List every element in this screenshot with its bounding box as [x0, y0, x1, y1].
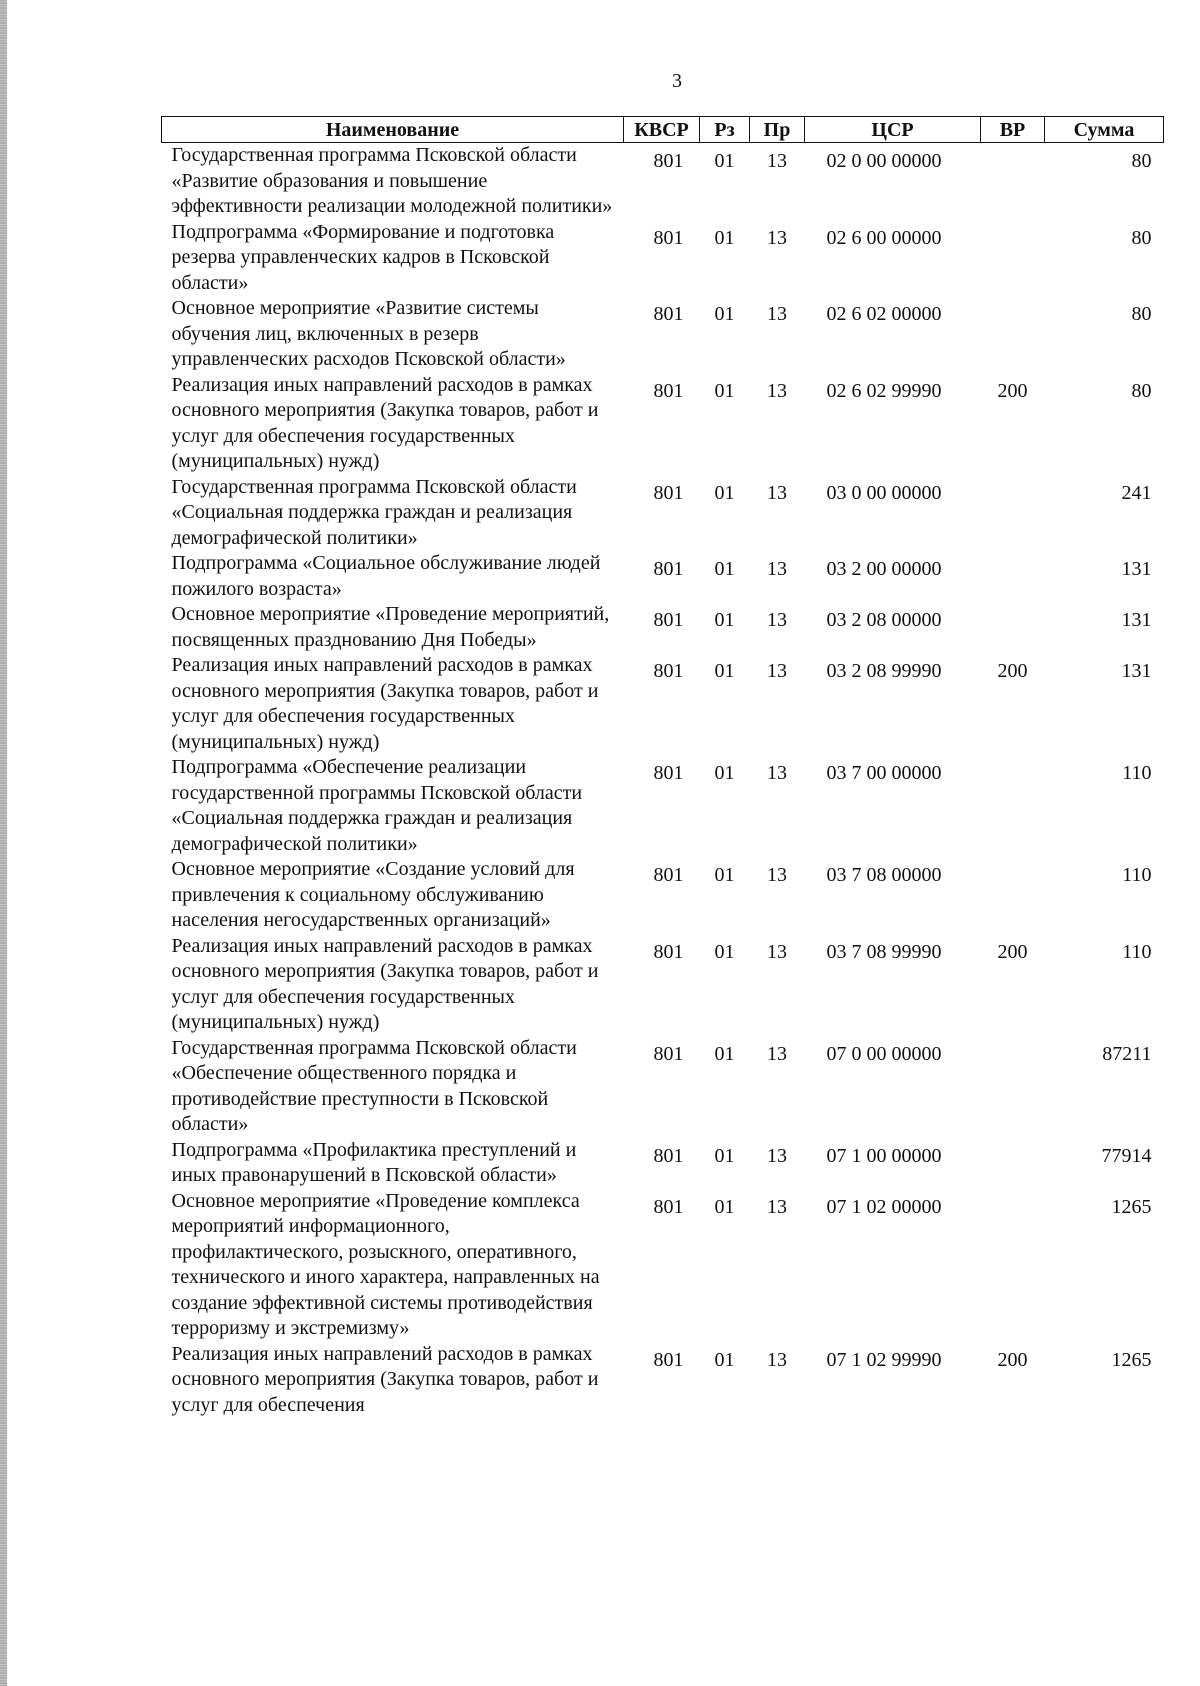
- cell-csr: 07 1 02 99990: [826, 1348, 942, 1371]
- cell-vr: [981, 857, 1045, 934]
- cell-kvsr: 801: [653, 379, 684, 402]
- cell-vr: [981, 1036, 1045, 1138]
- cell-rz: 01: [714, 1195, 735, 1218]
- cell-pr: 13: [767, 150, 787, 172]
- header-csr: ЦСР: [805, 117, 981, 143]
- cell-rz: 01: [714, 558, 735, 580]
- cell-rz: 01: [714, 150, 735, 172]
- cell-csr: 03 2 08 99990: [826, 660, 942, 682]
- cell-vr: [981, 1189, 1045, 1342]
- cell-sum: 131: [1121, 609, 1152, 631]
- cell-sum: 80: [1131, 303, 1152, 325]
- cell-kvsr: 801: [653, 1042, 684, 1065]
- cell-kvsr: 801: [653, 864, 684, 886]
- cell-name: Подпрограмма «Профилактика преступлений и иных правонарушений в Псковской области»: [171, 1138, 577, 1186]
- cell-rz: 01: [714, 609, 735, 631]
- table-row: [162, 602, 1164, 653]
- page-number: 3: [672, 70, 682, 92]
- cell-kvsr: 801: [653, 226, 684, 249]
- cell-name: Реализация иных направлений расходов в рамках основного мероприятия (Закупка товаров, работ и услуг для обеспечения государственных (муниципальных) нужд): [171, 654, 599, 753]
- cell-sum: 110: [1122, 762, 1152, 784]
- cell-kvsr: 801: [653, 660, 684, 682]
- cell-vr: 200: [997, 1348, 1028, 1371]
- cell-sum: 110: [1122, 940, 1152, 963]
- cell-pr: 13: [767, 940, 787, 963]
- cell-rz: 01: [714, 481, 735, 504]
- cell-kvsr: 801: [653, 1348, 684, 1371]
- cell-vr: 200: [997, 379, 1028, 402]
- cell-pr: 13: [767, 379, 787, 402]
- cell-vr: [981, 755, 1045, 857]
- cell-csr: 03 2 00 00000: [826, 558, 942, 580]
- cell-pr: 13: [767, 1144, 787, 1167]
- scan-edge: [0, 0, 7, 1686]
- table-row: [162, 220, 1164, 297]
- cell-rz: 01: [714, 303, 735, 325]
- cell-kvsr: 801: [653, 609, 684, 631]
- cell-csr: 03 7 08 00000: [826, 864, 942, 886]
- table-row: [162, 755, 1164, 857]
- cell-vr: [981, 1138, 1045, 1189]
- cell-kvsr: 801: [653, 762, 684, 784]
- cell-kvsr: 801: [653, 1195, 684, 1218]
- cell-sum: 77914: [1101, 1144, 1152, 1167]
- cell-vr: [981, 296, 1045, 373]
- cell-kvsr: 801: [653, 1144, 684, 1167]
- cell-csr: 07 1 02 00000: [826, 1195, 942, 1218]
- cell-kvsr: 801: [653, 558, 684, 580]
- cell-csr: 07 0 00 00000: [826, 1042, 942, 1065]
- table-row: [162, 857, 1164, 934]
- cell-vr: 200: [997, 940, 1028, 963]
- cell-vr: [981, 143, 1045, 220]
- cell-name: Реализация иных направлений расходов в рамках основного мероприятия (Закупка товаров, работ и услуг для обеспечения государственных (муниципальных) нужд): [171, 373, 599, 472]
- cell-sum: 80: [1131, 379, 1152, 402]
- cell-name: Основное мероприятие «Развитие системы обучения лиц, включенных в резерв управленческих расходов Псковской области»: [171, 297, 566, 370]
- cell-name: Государственная программа Псковской области «Социальная поддержка граждан и реализация демографической политики»: [171, 475, 577, 549]
- cell-csr: 02 6 00 00000: [826, 226, 942, 249]
- cell-csr: 03 2 08 00000: [826, 609, 942, 631]
- cell-name: Основное мероприятие «Проведение комплекса мероприятий информационного, профилактического, розыскного, оперативного, технического и иного характера, направленных на создание эффективной системы противодействия терроризму и экстремизму»: [171, 1189, 600, 1339]
- cell-rz: 01: [714, 1144, 735, 1167]
- cell-vr: [981, 602, 1045, 653]
- cell-kvsr: 801: [653, 150, 684, 172]
- cell-rz: 01: [714, 660, 735, 682]
- cell-pr: 13: [767, 1348, 787, 1371]
- cell-rz: 01: [714, 1042, 735, 1065]
- cell-csr: 03 0 00 00000: [826, 481, 942, 504]
- cell-csr: 07 1 00 00000: [826, 1144, 942, 1167]
- cell-rz: 01: [714, 940, 735, 963]
- cell-vr: [981, 475, 1045, 552]
- cell-kvsr: 801: [653, 481, 684, 504]
- cell-sum: 241: [1121, 481, 1152, 504]
- header-pr: Пр: [750, 117, 805, 143]
- cell-sum: 1265: [1111, 1348, 1152, 1371]
- cell-name: Подпрограмма «Формирование и подготовка резерва управленческих кадров в Псковской области»: [171, 220, 555, 294]
- table-row: [162, 296, 1164, 373]
- cell-name: Реализация иных направлений расходов в рамках основного мероприятия (Закупка товаров, работ и услуг для обеспечения: [171, 1342, 599, 1416]
- cell-pr: 13: [767, 303, 787, 325]
- cell-sum: 1265: [1111, 1195, 1152, 1218]
- header-rz: Рз: [700, 117, 750, 143]
- cell-csr: 02 6 02 99990: [826, 379, 942, 402]
- table-header-row: [162, 117, 1164, 143]
- cell-vr: [981, 551, 1045, 602]
- cell-vr: 200: [997, 660, 1028, 682]
- budget-table: [161, 116, 1164, 1418]
- cell-pr: 13: [767, 481, 787, 504]
- cell-pr: 13: [767, 660, 787, 682]
- cell-csr: 02 0 00 00000: [826, 150, 942, 172]
- table-row: [162, 475, 1164, 552]
- cell-kvsr: 801: [653, 303, 684, 325]
- cell-csr: 03 7 08 99990: [826, 940, 942, 963]
- cell-rz: 01: [714, 1348, 735, 1371]
- cell-kvsr: 801: [653, 940, 684, 963]
- cell-pr: 13: [767, 558, 787, 580]
- cell-pr: 13: [767, 1195, 787, 1218]
- header-name: Наименование: [162, 117, 624, 143]
- cell-pr: 13: [767, 864, 787, 886]
- cell-vr: [981, 220, 1045, 297]
- table-row: [162, 653, 1164, 755]
- cell-sum: 110: [1122, 864, 1152, 886]
- table-row: [162, 143, 1164, 220]
- cell-sum: 87211: [1102, 1042, 1152, 1065]
- cell-sum: 131: [1121, 558, 1152, 580]
- cell-name: Государственная программа Псковской области «Развитие образования и повышение эффективности реализации молодежной политики»: [171, 144, 613, 217]
- cell-pr: 13: [767, 609, 787, 631]
- cell-name: Основное мероприятие «Проведение мероприятий, посвященных празднованию Дня Победы»: [171, 603, 610, 651]
- cell-rz: 01: [714, 864, 735, 886]
- header-vr: ВР: [981, 117, 1045, 143]
- table-row: [162, 1138, 1164, 1189]
- cell-pr: 13: [767, 226, 787, 249]
- table-row: [162, 373, 1164, 475]
- cell-rz: 01: [714, 379, 735, 402]
- cell-name: Государственная программа Псковской области «Обеспечение общественного порядка и противодействие преступности в Псковской области»: [171, 1036, 577, 1135]
- table-row: [162, 1342, 1164, 1419]
- header-kvsr: КВСР: [624, 117, 700, 143]
- cell-pr: 13: [767, 762, 787, 784]
- table-row: [162, 551, 1164, 602]
- table-row: [162, 1036, 1164, 1138]
- cell-rz: 01: [714, 226, 735, 249]
- cell-name: Реализация иных направлений расходов в рамках основного мероприятия (Закупка товаров, работ и услуг для обеспечения государственных (муниципальных) нужд): [171, 934, 599, 1033]
- cell-name: Подпрограмма «Социальное обслуживание людей пожилого возраста»: [171, 552, 601, 600]
- cell-sum: 80: [1131, 150, 1152, 172]
- cell-name: Основное мероприятие «Создание условий для привлечения к социальному обслуживанию населения негосударственных организаций»: [171, 858, 575, 931]
- table-row: [162, 1189, 1164, 1342]
- cell-sum: 131: [1121, 660, 1152, 682]
- cell-name: Подпрограмма «Обеспечение реализации государственной программы Псковской области «Социальная поддержка граждан и реализация демографической политики»: [171, 756, 583, 855]
- cell-csr: 03 7 00 00000: [826, 762, 942, 784]
- cell-sum: 80: [1131, 226, 1152, 249]
- cell-pr: 13: [767, 1042, 787, 1065]
- cell-rz: 01: [714, 762, 735, 784]
- header-sum: Сумма: [1045, 117, 1164, 143]
- table-row: [162, 934, 1164, 1036]
- cell-csr: 02 6 02 00000: [826, 303, 942, 325]
